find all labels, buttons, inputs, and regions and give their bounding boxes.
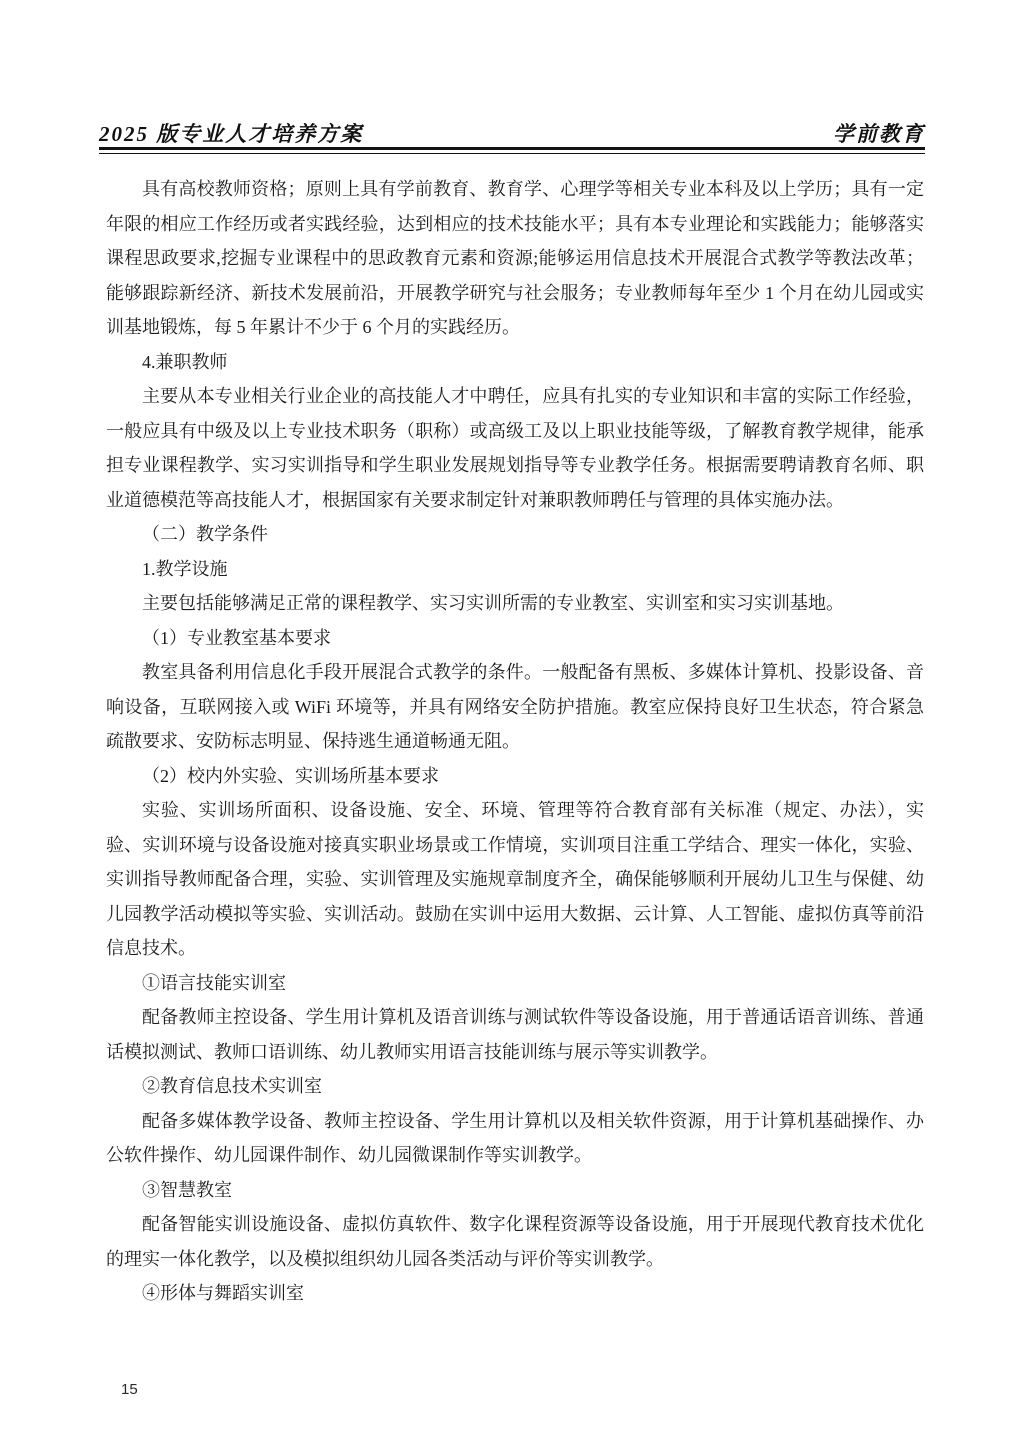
paragraph-training-site-details: 实验、实训场所面积、设备设施、安全、环境、管理等符合教育部有关标准（规定、办法），实验、实训环境与设备设施对接真实职业场景或工作情境，实训项目注重工学结合、理实一体化，实验、实训指导教师配备合理，实验、实训管理及实施规章制度齐全，确保能够顺利开展幼儿卫生与保健、幼儿园教学活动模拟等实验、实训活动。鼓励在实训中运用大数据、云计算、人工智能、虚拟仿真等前沿信息技术。 <box>106 800 924 958</box>
page-header <box>99 118 925 148</box>
heading-language-skill-training-room: ①语言技能实训室 <box>142 972 286 993</box>
heading-classroom-basic-requirements: （1）专业教室基本要求 <box>142 627 331 648</box>
heading-parttime-teachers: 4.兼职教师 <box>142 351 228 372</box>
paragraph-facilities-overview: 主要包括能够满足正常的课程教学、实习实训所需的专业教室、实训室和实习实训基地。 <box>142 593 844 613</box>
paragraph-language-training-room-details: 配备教师主控设备、学生用计算机及语音训练与测试软件等设备设施，用于普通话语音训练、普通话模拟测试、教师口语训练、幼儿教师实用语言技能训练与展示等实训教学。 <box>106 1007 924 1062</box>
heading-education-it-training-room: ②教育信息技术实训室 <box>142 1076 322 1096</box>
page-number: 15 <box>121 1381 138 1398</box>
header-left-title: 2025 版专业人才培养方案 <box>99 122 364 146</box>
heading-smart-classroom: ③智慧教室 <box>142 1179 232 1200</box>
header-right-title: 学前教育 <box>833 122 925 146</box>
heading-body-dance-training-room: ④形体与舞蹈实训室 <box>142 1283 304 1303</box>
heading-teaching-facilities: 1.教学设施 <box>142 558 228 579</box>
paragraph-education-it-room-details: 配备多媒体教学设备、教师主控设备、学生用计算机以及相关软件资源，用于计算机基础操作、办公软件操作、幼儿园课件制作、幼儿园微课制作等实训教学。 <box>106 1110 924 1165</box>
paragraph-classroom-details: 教室具备利用信息化手段开展混合式教学的条件。一般配备有黑板、多媒体计算机、投影设备、音响设备，互联网接入或 WiFi 环境等，并具有网络安全防护措施。教室应保持良好卫生状态，符合紧急疏散要求、安防标志明显、保持逃生通道畅通无阻。 <box>106 662 924 751</box>
heading-training-site-requirements: （2）校内外实验、实训场所基本要求 <box>142 765 439 786</box>
heading-teaching-conditions: （二）教学条件 <box>142 524 268 544</box>
document-body <box>106 172 924 1311</box>
paragraph-smart-classroom-details: 配备智能实训设施设备、虚拟仿真软件、数字化课程资源等设备设施，用于开展现代教育技术优化的理实一体化教学，以及模拟组织幼儿园各类活动与评价等实训教学。 <box>106 1214 924 1269</box>
header-rule-divider <box>99 147 925 154</box>
paragraph-parttime-teacher-details: 主要从本专业相关行业企业的高技能人才中聘任，应具有扎实的专业知识和丰富的实际工作经验，一般应具有中级及以上专业技术职务（职称）或高级工及以上职业技能等级，了解教育教学规律，能承担专业课程教学、实习实训指导和学生职业发展规划指导等专业教学任务。根据需要聘请教育名师、职业道德模范等高技能人才，根据国家有关要求制定针对兼职教师聘任与管理的具体实施办法。 <box>106 386 924 510</box>
paragraph-fulltime-teacher-requirements: 具有高校教师资格；原则上具有学前教育、教育学、心理学等相关专业本科及以上学历；具有一定年限的相应工作经历或者实践经验，达到相应的技术技能水平；具有本专业理论和实践能力；能够落实课程思政要求,挖掘专业课程中的思政教育元素和资源;能够运用信息技术开展混合式教学等教法改革；能够跟踪新经济、新技术发展前沿，开展教学研究与社会服务；专业教师每年至少 1 个月在幼儿园或实训基地锻炼，每 5 年累计不少于 6 个月的实践经历。 <box>106 179 924 337</box>
